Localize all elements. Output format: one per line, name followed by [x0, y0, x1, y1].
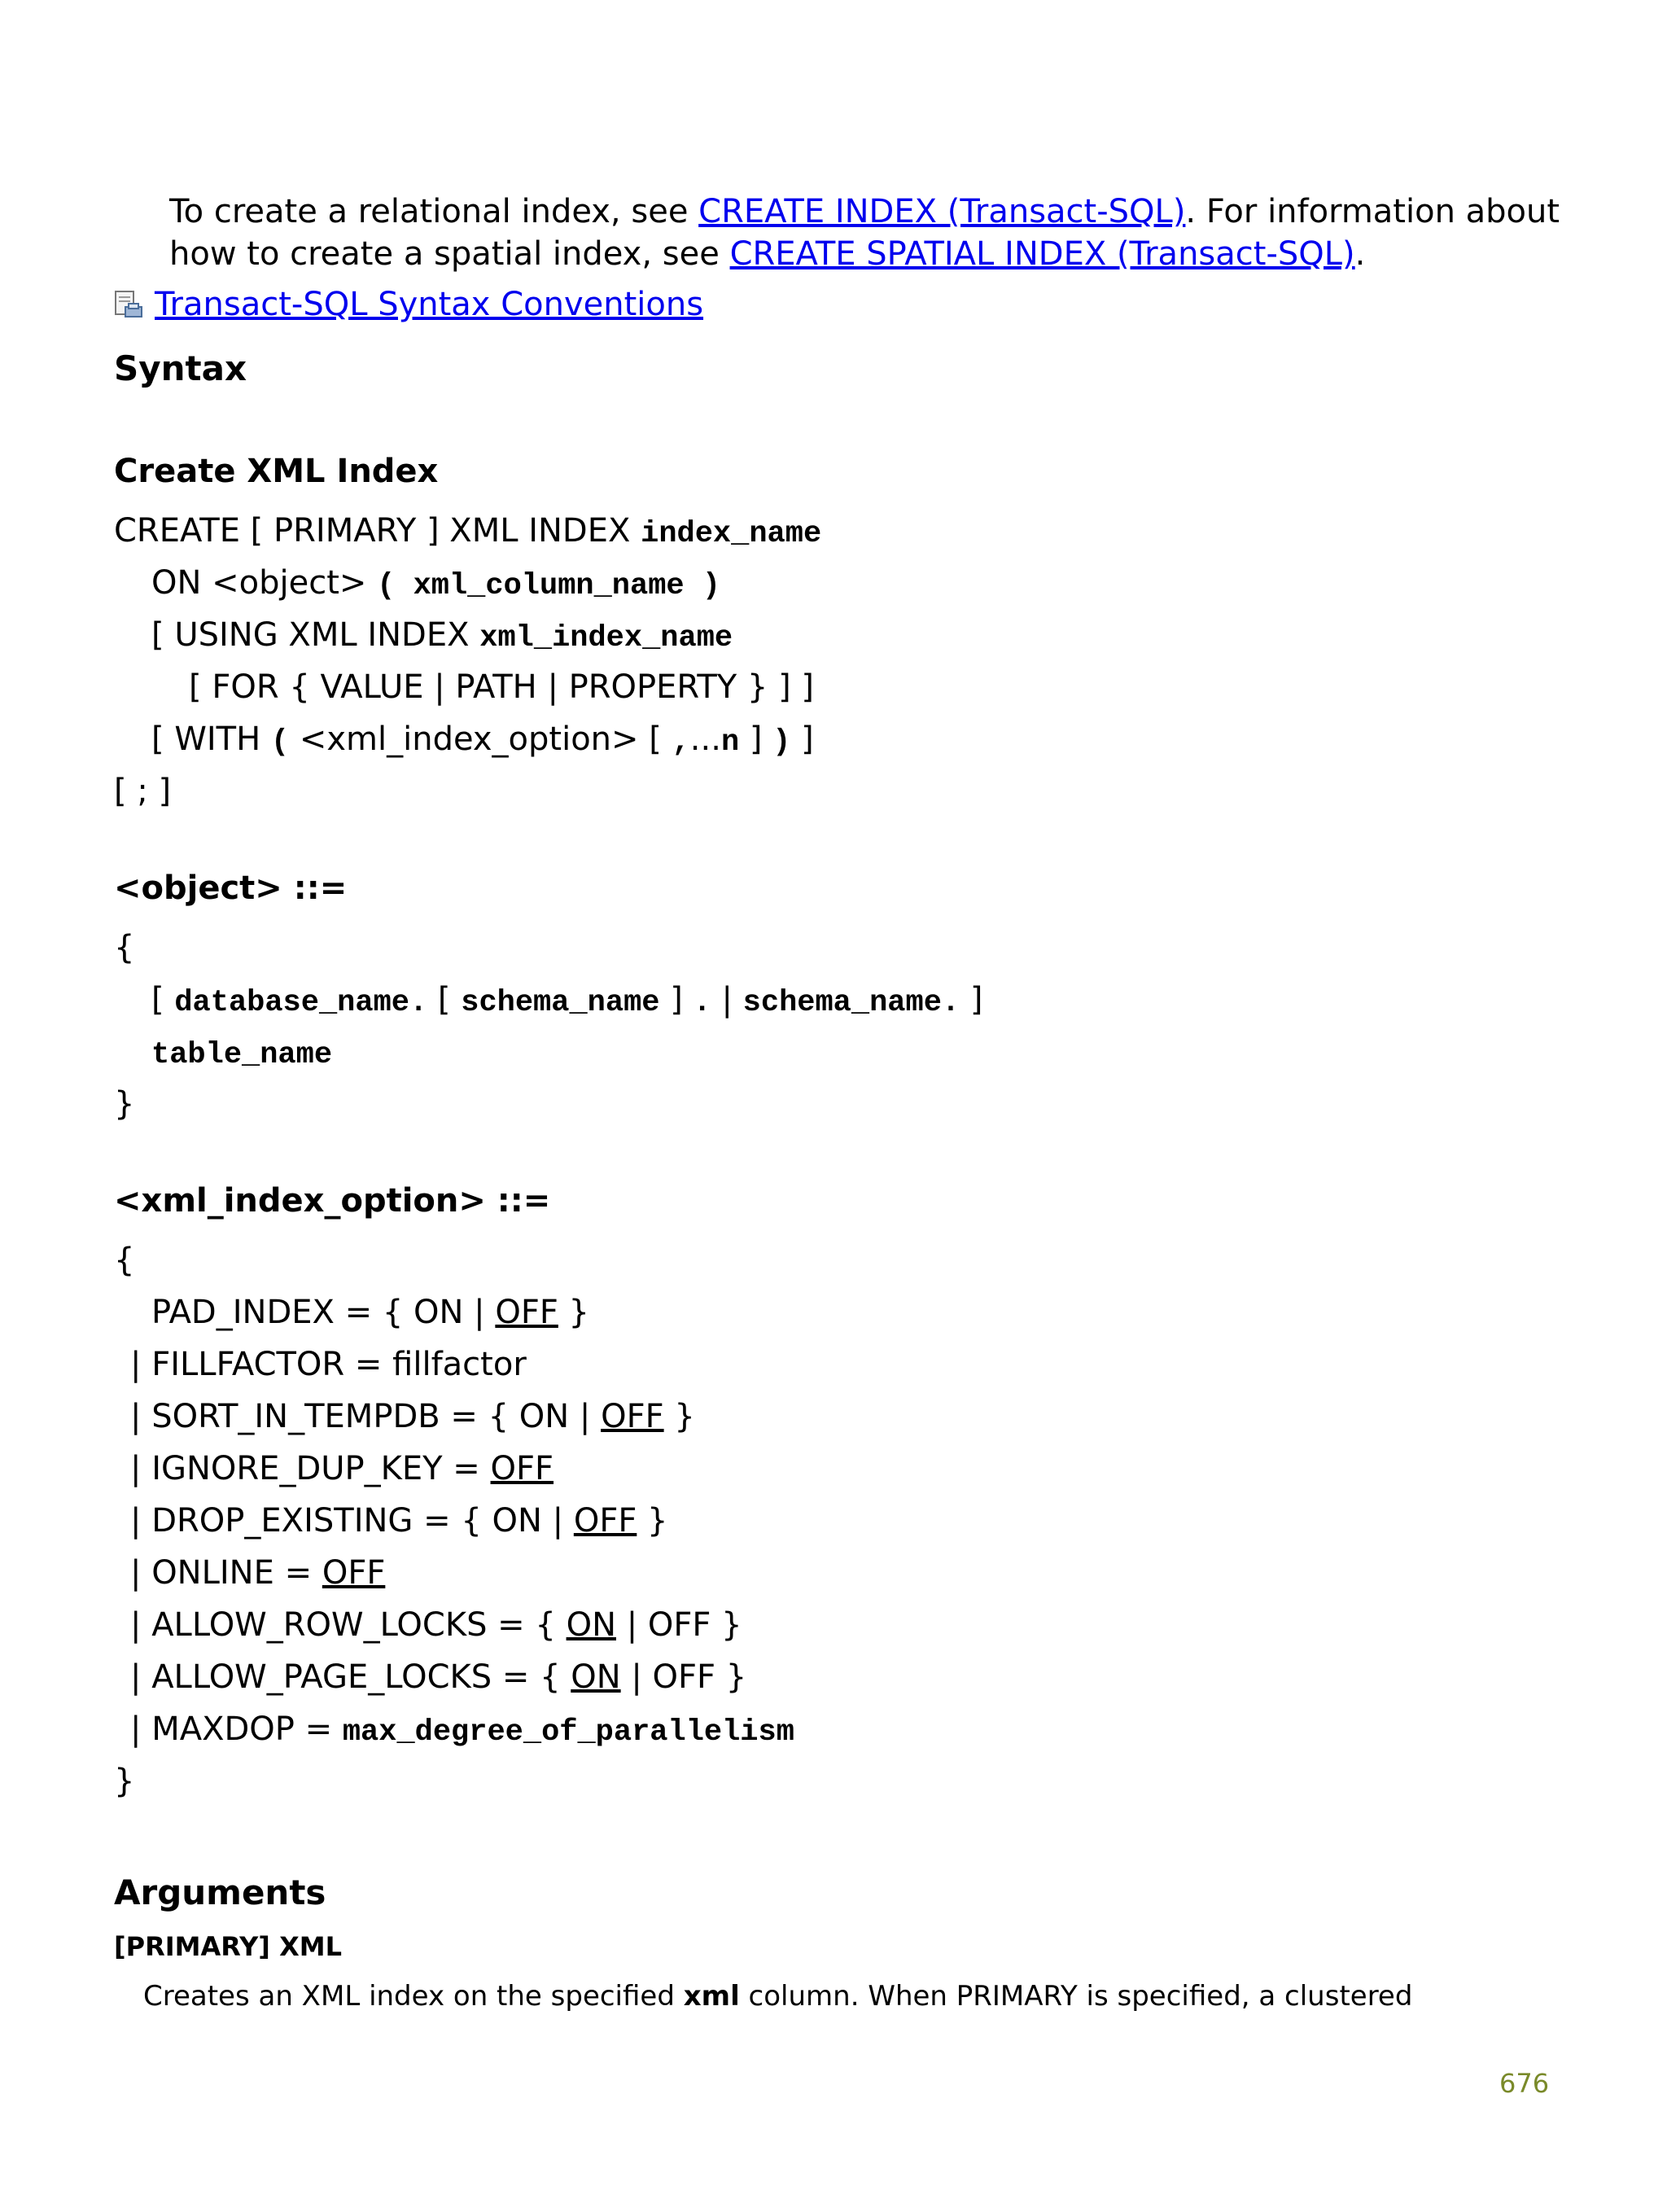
syntax-line-on: ON <object> ( xml_column_name )	[151, 564, 721, 603]
option-allow-row-locks: | ALLOW_ROW_LOCKS = { ON | OFF }	[130, 1606, 742, 1644]
syntax-line-create: CREATE [ PRIMARY ] XML INDEX index_name	[114, 512, 822, 551]
object-open-brace: {	[114, 929, 135, 966]
argument-primary-xml-text: Creates an XML index on the specified xml column. When PRIMARY is specified, a clustered	[143, 1980, 1413, 2013]
intro-line-1: To create a relational index, see CREATE INDEX (Transact-SQL). For information about	[169, 193, 1560, 230]
intro-line-2: how to create a spatial index, see CREATE SPATIAL INDEX (Transact-SQL).	[169, 235, 1366, 273]
option-allow-page-locks: | ALLOW_PAGE_LOCKS = { ON | OFF }	[130, 1658, 747, 1696]
syntax-heading: Syntax	[114, 348, 247, 388]
object-line-1: [ database_name. [ schema_name ] . | schema_name. ]	[151, 981, 983, 1020]
options-open-brace: {	[114, 1242, 135, 1279]
document-link-icon	[112, 289, 145, 322]
transact-sql-syntax-conventions-link[interactable]: Transact-SQL Syntax Conventions	[155, 286, 704, 323]
create-xml-index-heading: Create XML Index	[114, 453, 439, 490]
argument-primary-xml-heading: [PRIMARY] XML	[114, 1931, 342, 1962]
create-spatial-index-link[interactable]: CREATE SPATIAL INDEX (Transact-SQL)	[729, 235, 1355, 273]
page-number: 676	[1499, 2068, 1550, 2099]
syntax-line-for: [ FOR { VALUE | PATH | PROPERTY } ] ]	[189, 668, 814, 706]
option-fillfactor: | FILLFACTOR = fillfactor	[130, 1346, 527, 1383]
option-drop-existing: | DROP_EXISTING = { ON | OFF }	[130, 1502, 668, 1540]
xml-index-option-heading: <xml_index_option> ::=	[114, 1182, 551, 1220]
create-index-link[interactable]: CREATE INDEX (Transact-SQL)	[698, 193, 1186, 230]
syntax-line-with: [ WITH ( <xml_index_option> [ ,...n ] ) ]	[151, 721, 814, 760]
object-heading: <object> ::=	[114, 869, 348, 907]
option-sort-in-tempdb: | SORT_IN_TEMPDB = { ON | OFF }	[130, 1398, 695, 1435]
object-line-2: table_name	[151, 1038, 333, 1072]
object-close-brace: }	[114, 1085, 135, 1123]
syntax-line-using: [ USING XML INDEX xml_index_name	[151, 616, 733, 655]
option-ignore-dup-key: | IGNORE_DUP_KEY = OFF	[130, 1450, 554, 1487]
option-online: | ONLINE = OFF	[130, 1554, 386, 1592]
syntax-conventions-row	[112, 283, 703, 326]
option-maxdop: | MAXDOP = max_degree_of_parallelism	[130, 1710, 794, 1750]
options-close-brace: }	[114, 1763, 135, 1800]
option-pad-index: PAD_INDEX = { ON | OFF }	[151, 1294, 590, 1331]
arguments-heading: Arguments	[114, 1873, 326, 1912]
syntax-line-terminator: [ ; ]	[114, 773, 172, 810]
